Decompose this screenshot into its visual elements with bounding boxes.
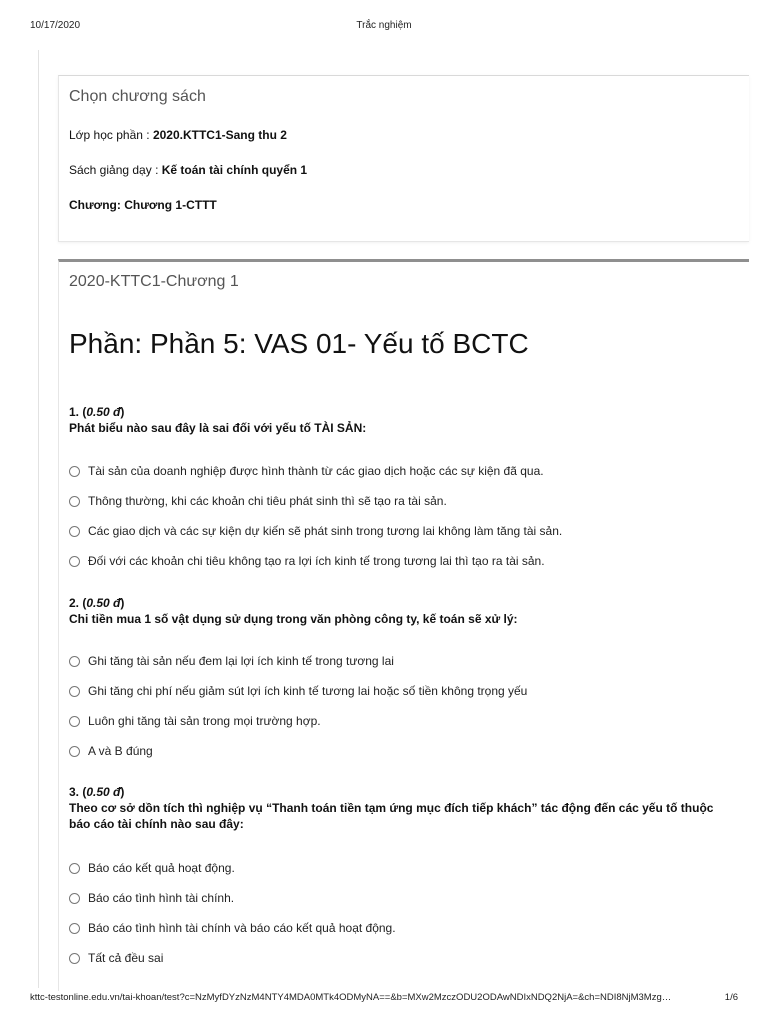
q1-option-4[interactable] (69, 551, 545, 571)
option-label: Các giao dịch và các sự kiện dự kiến sẽ phát sinh trong tương lai không làm tăng tài sản. (88, 524, 563, 538)
section-title: Phần: Phần 5: VAS 01- Yếu tố BCTC (69, 328, 529, 359)
q3-option-4[interactable] (69, 948, 163, 968)
page-frame-border (38, 50, 39, 988)
quiz-heading: 2020-KTTC1-Chương 1 (69, 273, 239, 290)
q3-option-3[interactable] (69, 918, 396, 938)
q2-option-3[interactable] (69, 711, 321, 731)
radio-button[interactable] (69, 923, 80, 934)
question-number: 1. ( (69, 405, 87, 419)
chapter-select-card (58, 75, 749, 242)
option-label: Ghi tăng chi phí nếu giảm sút lợi ích kinh tế tương lai hoặc số tiền không trọng yếu (88, 684, 528, 698)
option-label: Báo cáo tình hình tài chính. (88, 891, 235, 905)
radio-button[interactable] (69, 716, 80, 727)
question-points: 0.50 đ (86, 785, 121, 799)
class-label: Lớp học phần : (69, 128, 153, 142)
question-number: 2. ( (69, 596, 87, 610)
question-2-text: Chi tiền mua 1 số vật dụng sử dụng trong văn phòng công ty, kế toán sẽ xử lý: (69, 612, 518, 626)
class-value: 2020.KTTC1-Sang thu 2 (152, 128, 287, 142)
chapter-select-heading: Chọn chương sách (69, 88, 206, 105)
question-1 (69, 404, 729, 436)
q2-option-1[interactable] (69, 651, 394, 671)
option-label: Tất cả đều sai (88, 951, 164, 965)
radio-button[interactable] (69, 656, 80, 667)
quiz-card (58, 259, 749, 991)
radio-button[interactable] (69, 893, 80, 904)
q1-option-3[interactable] (69, 521, 562, 541)
option-label: Thông thường, khi các khoản chi tiêu phát sinh thì sẽ tạo ra tài sản. (88, 494, 447, 508)
q2-option-2[interactable] (69, 681, 527, 701)
chapter-value: Chương: Chương 1-CTTT (69, 198, 217, 212)
option-label: Đối với các khoản chi tiêu không tạo ra lợi ích kinh tế trong tương lai thì tạo ra tài sản. (88, 554, 545, 568)
q2-option-4[interactable] (69, 741, 153, 761)
radio-button[interactable] (69, 526, 80, 537)
question-2 (69, 595, 729, 627)
print-page-title: Trắc nghiệm (356, 20, 412, 31)
question-points: 0.50 đ (86, 596, 121, 610)
radio-button[interactable] (69, 496, 80, 507)
question-number: 3. ( (69, 785, 87, 799)
question-number-close: ) (120, 596, 125, 610)
question-3 (69, 784, 729, 832)
question-3-header (69, 784, 729, 800)
question-3-text: Theo cơ sở dồn tích thì nghiệp vụ “Thanh toán tiền tạm ứng mục đích tiếp khách” tác động đến các yếu tố thuộc báo cáo tài chính nào sau đây: (69, 801, 714, 831)
print-footer (0, 992, 768, 1012)
page-number: 1/6 (724, 992, 738, 1003)
radio-button[interactable] (69, 686, 80, 697)
print-header (0, 0, 768, 50)
q3-option-2[interactable] (69, 888, 234, 908)
option-label: Báo cáo tình hình tài chính và báo cáo kết quả hoạt động. (88, 921, 396, 935)
radio-button[interactable] (69, 953, 80, 964)
book-info (69, 163, 307, 177)
q1-option-2[interactable] (69, 491, 447, 511)
question-number-close: ) (120, 785, 125, 799)
page-url: kttc-testonline.edu.vn/tai-khoan/test?c=NzMyfDYzNzM4NTY4MDA0MTk4ODMyNA==&b=MXw2MzczODU2ODAwNDIxNDQ2NjA=&ch=NDI8NjM3Mzg… (30, 992, 672, 1003)
radio-button[interactable] (69, 863, 80, 874)
option-label: Tài sản của doanh nghiệp được hình thành từ các giao dịch hoặc các sự kiện đã qua. (88, 464, 544, 478)
book-label: Sách giảng dạy : (69, 163, 162, 177)
question-number-close: ) (120, 405, 125, 419)
book-value: Kế toán tài chính quyển 1 (161, 163, 308, 177)
print-date: 10/17/2020 (30, 20, 81, 31)
question-1-text: Phát biểu nào sau đây là sai đối với yếu tố TÀI SẢN: (69, 421, 367, 435)
chapter-info (69, 198, 217, 212)
option-label: A và B đúng (88, 744, 153, 758)
radio-button[interactable] (69, 466, 80, 477)
q1-option-1[interactable] (69, 461, 544, 481)
option-label: Ghi tăng tài sản nếu đem lại lợi ích kinh tế trong tương lai (88, 654, 394, 668)
question-1-header (69, 404, 729, 420)
option-label: Luôn ghi tăng tài sản trong mọi trường hợp. (88, 714, 321, 728)
class-info (69, 128, 287, 142)
question-2-header (69, 595, 729, 611)
question-points: 0.50 đ (86, 405, 121, 419)
radio-button[interactable] (69, 556, 80, 567)
q3-option-1[interactable] (69, 858, 235, 878)
option-label: Báo cáo kết quả hoạt động. (88, 861, 235, 875)
radio-button[interactable] (69, 746, 80, 757)
